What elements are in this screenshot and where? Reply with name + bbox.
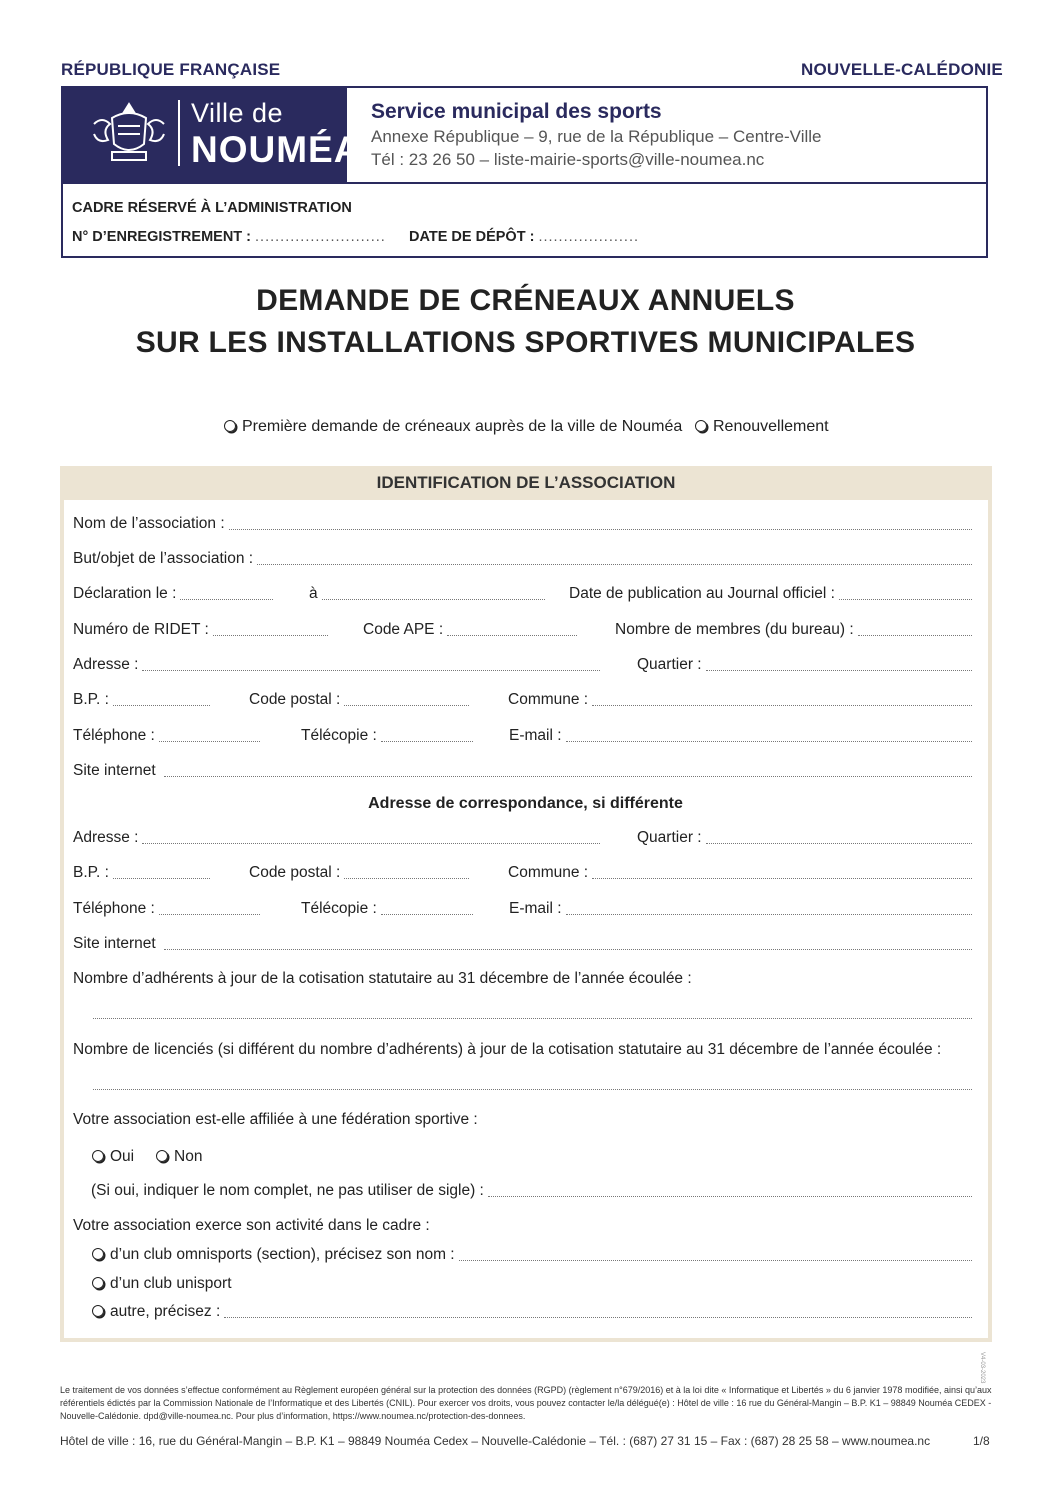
address-field[interactable]: Adresse : [73,656,600,675]
radio-circle-icon[interactable] [92,1277,104,1289]
address-row [73,656,972,678]
website-row [73,762,972,784]
registration-dots[interactable]: .......................... [255,229,386,245]
page-number: 1/8 [973,1434,990,1448]
commune-field[interactable]: Commune : [508,691,972,710]
version-mark: V4-03-2023 [979,1352,985,1384]
adherents-label: Nombre d’adhérents à jour de la cotisation statutaire au 31 décembre de l’année écoulée : [73,970,692,987]
district-field[interactable]: Quartier : [637,656,972,675]
header-right: NOUVELLE-CALÉDONIE [801,60,1003,79]
legal-notice: Le traitement de vos données s’effectue conformément au Règlement européen général sur la protection des données (RGPD) (règlement n°679/2016) et à la loi dite « Informatique et Libertés » du 6 janvier 1978 modifiée, ainsi qu’aux référentiels édictés par la Commission Nationale de l’Informatique et des Libertés (CNIL). Pour exercer vos droits, vous pouvez contacter le/la délégué(e) : Hôtel de ville : 16 rue du Général-Mangin – B.P. K1 – 98849 Nouméa CEDEX - Nouvelle-Calédonie. dpd@ville-noumea.nc. Pour plus d’information, https://www.noumea.nc/protection-des-donnees. [60,1385,992,1421]
registration-label: N° D’ENREGISTREMENT : [72,229,251,245]
activity-question-row [73,1217,972,1239]
corr-website-field[interactable]: Site internet [73,935,972,954]
postal-code-field[interactable]: Code postal : [249,691,469,710]
corr-address-field[interactable]: Adresse : [73,829,600,848]
corr-contact-row [73,900,972,922]
service-address: Annexe République – 9, rue de la République – Centre-Ville [371,127,822,146]
declaration-place-field[interactable]: à [309,585,545,604]
ridet-row [73,621,972,643]
city-crest-icon [88,100,170,166]
members-field[interactable]: Nombre de membres (du bureau) : [615,621,972,640]
renewal-option[interactable]: Renouvellement [695,418,829,436]
other-option[interactable]: autre, précisez : [92,1303,972,1322]
page-title-line2: SUR LES INSTALLATIONS SPORTIVES MUNICIPALES [135,326,916,359]
ridet-field[interactable]: Numéro de RIDET : [73,621,328,640]
phone-field[interactable]: Téléphone : [73,727,260,746]
corr-postal-code-field[interactable]: Code postal : [249,864,469,883]
licencies-row [73,1041,972,1063]
radio-circle-icon[interactable] [92,1150,104,1162]
corr-bp-field[interactable]: B.P. : [73,864,210,883]
header-left: RÉPUBLIQUE FRANÇAISE [61,60,281,79]
association-name-row [73,515,972,537]
federation-question-row [73,1111,972,1133]
federation-yes-option[interactable]: Oui [92,1148,134,1166]
declaration-row [73,585,972,607]
journal-date-field[interactable]: Date de publication au Journal officiel : [569,585,972,604]
corr-district-field[interactable]: Quartier : [637,829,972,848]
corr-phone-field[interactable]: Téléphone : [73,900,260,919]
corr-fax-field[interactable]: Télécopie : [301,900,473,919]
admin-title: CADRE RÉSERVÉ À L’ADMINISTRATION [72,200,352,216]
section-title: IDENTIFICATION DE L’ASSOCIATION [60,466,992,500]
corr-postal-row [73,864,972,886]
omnisports-row [92,1246,972,1268]
deposit-dots[interactable]: .................... [538,229,640,245]
adherents-input-line[interactable] [93,1006,972,1019]
adherents-row [73,970,972,992]
radio-circle-icon[interactable] [92,1248,104,1260]
registration-field [72,229,386,245]
omnisports-option[interactable]: d’un club omnisports (section), précisez son nom : [92,1246,972,1265]
postal-row [73,691,972,713]
service-contact: Tél : 23 26 50 – liste-mairie-sports@ville-noumea.nc [371,150,765,169]
licencies-input-line[interactable] [93,1077,972,1090]
corr-address-row [73,829,972,851]
other-row [92,1303,972,1325]
footer-address: Hôtel de ville : 16, rue du Général-Mangin – B.P. K1 – 98849 Nouméa Cedex – Nouvelle-Calédonie – Tél. : (687) 27 31 15 – Fax : (687) 28 25 58 – www.noumea.nc [60,1434,931,1448]
website-field[interactable]: Site internet [73,762,972,781]
logo-noumea-text: NOUMÉA [191,129,362,170]
page-title-line1: DEMANDE DE CRÉNEAUX ANNUELS [256,284,795,317]
deposit-field [409,229,639,245]
first-request-option[interactable]: Première demande de créneaux auprès de la ville de Nouméa [224,418,682,436]
logo-ville-text: Ville de [191,98,284,128]
activity-question: Votre association exerce son activité dans le cadre : [73,1217,430,1234]
logo-separator [178,100,180,166]
service-title: Service municipal des sports [371,100,662,123]
federation-name-row [91,1182,972,1204]
licencies-label: Nombre de licenciés (si différent du nombre d’adhérents) à jour de la cotisation statutaire au 31 décembre de l’année écoulée : [73,1041,942,1058]
fax-field[interactable]: Télécopie : [301,727,473,746]
corr-email-field[interactable]: E-mail : [509,900,972,919]
declaration-date-field[interactable]: Déclaration le : [73,585,273,604]
federation-name-field[interactable]: (Si oui, indiquer le nom complet, ne pas utiliser de sigle) : [91,1182,972,1201]
federation-question: Votre association est-elle affiliée à une fédération sportive : [73,1111,478,1128]
radio-circle-icon[interactable] [92,1305,104,1317]
bp-field[interactable]: B.P. : [73,691,210,710]
corr-website-row [73,935,972,957]
unisport-option[interactable]: d’un club unisport [92,1275,232,1293]
corr-commune-field[interactable]: Commune : [508,864,972,883]
radio-circle-icon[interactable] [224,420,236,432]
purpose-field[interactable]: But/objet de l’association : [73,550,972,569]
correspondence-heading: Adresse de correspondance, si différente [368,795,683,812]
association-name-field[interactable]: Nom de l’association : [73,515,972,534]
radio-circle-icon[interactable] [695,420,707,432]
header-divider [63,182,986,184]
purpose-row [73,550,972,572]
email-field[interactable]: E-mail : [509,727,972,746]
contact-row [73,727,972,749]
deposit-label: DATE DE DÉPÔT : [409,229,535,245]
federation-no-option[interactable]: Non [156,1148,202,1166]
radio-circle-icon[interactable] [156,1150,168,1162]
ape-field[interactable]: Code APE : [363,621,577,640]
